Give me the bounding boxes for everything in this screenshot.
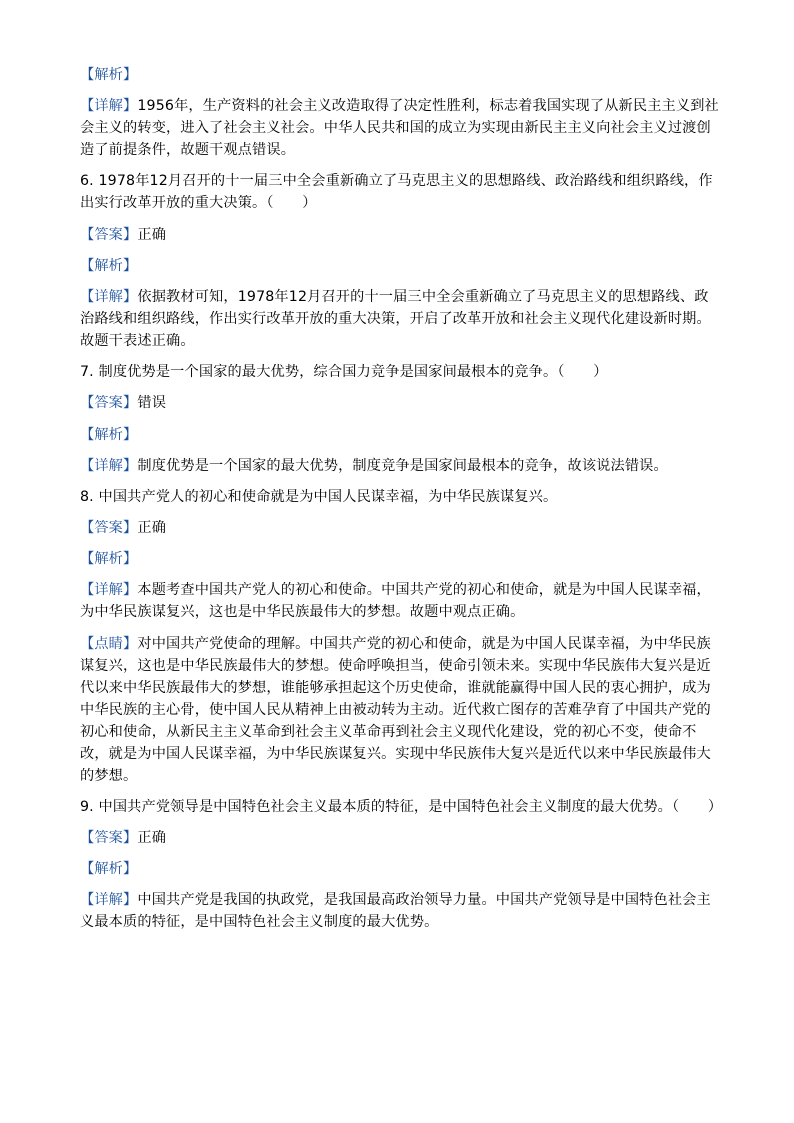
tag-analysis: 【解析】 (80, 67, 138, 83)
paragraph-analysis-7 (80, 424, 720, 446)
paragraph-text: 本题考查中国共产党人的初心和使命。中国共产党的初心和使命，就是为中国人民谋幸福，为中华民族谋复兴，这也是中华民族最伟大的梦想。故题中观点正确。 (80, 582, 711, 621)
tag-answer: 【答案】 (80, 226, 138, 243)
tag-detail: 【详解】 (80, 457, 138, 474)
paragraph-analysis-6 (80, 255, 720, 277)
paragraph-analysis-9 (80, 858, 720, 880)
tag-detail: 【详解】 (80, 98, 138, 115)
tag-analysis: 【解析】 (80, 551, 138, 568)
tag-detail: 【详解】 (80, 288, 138, 305)
paragraph-text: 依据教材可知，1978年12月召开的十一届三中全会重新确立了马克思主义的思想路线、政治路线和组织路线，作出实行改革开放的重大决策，开启了改革开放和社会主义现代化建设新时期。故题干表述正确。 (80, 288, 711, 349)
paragraph-analysis-8 (80, 548, 720, 570)
question-text: 7. 制度优势是一个国家的最大优势，综合国力竞争是国家间最根本的竞争。（ ） (80, 364, 608, 381)
answer-text: 正确 (137, 520, 167, 537)
tag-analysis: 【解析】 (80, 257, 138, 274)
tag-detail: 【详解】 (80, 582, 138, 599)
paragraph-highlight-8 (80, 633, 720, 787)
tag-answer: 【答案】 (80, 395, 138, 412)
question-6 (80, 170, 720, 214)
answer-8 (80, 517, 720, 539)
answer-text: 正确 (137, 830, 167, 846)
paragraph-text: 对中国共产党使命的理解。中国共产党的初心和使命，就是为中国人民谋幸福，为中华民族谋复兴，这也是中华民族最伟大的梦想。使命呼唤担当，使命引领未来。实现中华民族伟大复兴是近代以来中华民族最伟大的梦想，谁能够承担起这个历史使命，谁就能赢得中国人民的衷心拥护，成为中华民族的主心骨，使中国人民从精神上由被动转为主动。近代救亡图存的苦难孕育了中国共产党的初心和使命，从新民主主义革命到社会主义革命再到社会主义现代化建设，党的初心不变，使命不改，就是为中国人民谋幸福，为中华民族谋复兴。实现中华民族伟大复兴是近代以来中华民族最伟大的梦想。 (80, 635, 711, 784)
paragraph-text: 制度优势是一个国家的最大优势，制度竞争是国家间最根本的竞争，故该说法错误。 (137, 457, 668, 474)
paragraph-detail-5 (80, 95, 720, 161)
tag-analysis: 【解析】 (80, 426, 138, 443)
paragraph-text: 1956年，生产资料的社会主义改造取得了决定性胜利，标志着我国实现了从新民主主义到社会主义的转变，进入了社会主义社会。中华人民共和国的成立为实现由新民主主义向社会主义过渡创造了前提条件，故题干观点错误。 (80, 98, 719, 159)
tag-analysis: 【解析】 (80, 861, 138, 878)
answer-text: 错误 (137, 395, 167, 412)
paragraph-detail-6 (80, 286, 720, 352)
answer-7 (80, 392, 720, 414)
question-text: 9. 中国共产党领导是中国特色社会主义最本质的特征，是中国特色社会主义制度的最大优势。（ ） (80, 798, 723, 815)
question-9 (80, 796, 723, 818)
question-text: 6. 1978年12月召开的十一届三中全会重新确立了马克思主义的思想路线、政治路线和组织路线，作出实行改革开放的重大决策。（ ） (80, 173, 713, 212)
tag-highlight: 【点睛】 (80, 635, 138, 652)
answer-6 (80, 224, 720, 246)
document-body (80, 64, 723, 943)
tag-answer: 【答案】 (80, 520, 138, 537)
paragraph-detail-7 (80, 455, 720, 477)
question-8 (80, 486, 720, 508)
answer-9 (80, 827, 720, 849)
tag-detail: 【详解】 (80, 892, 138, 909)
paragraph-text: 中国共产党是我国的执政党，是我国最高政治领导力量。中国共产党领导是中国特色社会主义最本质的特征，是中国特色社会主义制度的最大优势。 (80, 892, 711, 931)
question-text: 8. 中国共产党人的初心和使命就是为中国人民谋幸福，为中华民族谋复兴。 (80, 488, 558, 505)
question-7 (80, 361, 720, 383)
answer-text: 正确 (137, 226, 167, 243)
paragraph-analysis-5 (80, 64, 720, 86)
paragraph-detail-8 (80, 579, 720, 623)
tag-answer: 【答案】 (80, 830, 138, 846)
paragraph-detail-9 (80, 889, 720, 933)
